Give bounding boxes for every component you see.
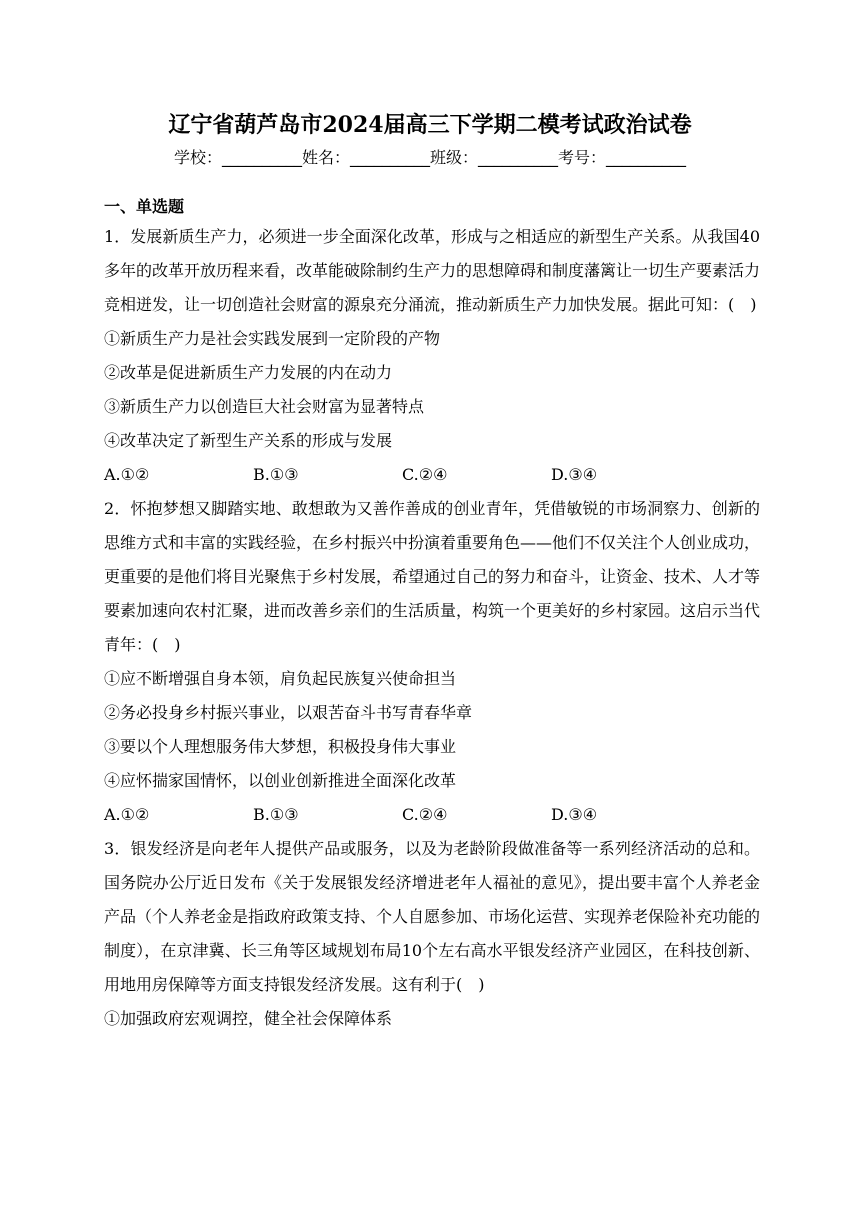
statement-option: ③要以个人理想服务伟大梦想，积极投身伟大事业: [104, 737, 457, 756]
choice-a: A.①②: [104, 805, 150, 824]
choice-b: B.①③: [253, 465, 299, 484]
choice-a: A.①②: [104, 465, 150, 484]
choice-c: C.②④: [402, 805, 448, 824]
section-title: 一、单选题: [104, 197, 185, 216]
statement-option: ④改革决定了新型生产关系的形成与发展: [104, 431, 393, 450]
question-3: [104, 832, 760, 1036]
choice-c: C.②④: [402, 465, 448, 484]
exam-title: 辽宁省葫芦岛市2024届高三下学期二模考试政治试卷: [168, 112, 692, 138]
question-stem: 2．怀抱梦想又脚踏实地、敢想敢为又善作善成的创业青年，凭借敏锐的市场洞察力、创新的思维方式和丰富的实践经验，在乡村振兴中扮演着重要角色——他们不仅关注个人创业成功，更重要的是他们将目光聚焦于乡村发展，希望通过自己的努力和奋斗，让资金、技术、人才等要素加速向农村汇聚，进而改善乡亲们的生活质量，构筑一个更美好的乡村家园。这启示当代青年：( ): [104, 499, 761, 654]
statement-option: ④应怀揣家国情怀，以创业创新推进全面深化改革: [104, 771, 457, 790]
statement-option: ②改革是促进新质生产力发展的内在动力: [104, 363, 393, 382]
statement-option: ①新质生产力是社会实践发展到一定阶段的产物: [104, 329, 441, 348]
student-info-text: 学校：__________姓名：__________班级：__________考号：__________: [173, 148, 686, 167]
statement-option: ③新质生产力以创造巨大社会财富为显著特点: [104, 397, 425, 416]
choice-d: D.③④: [551, 805, 598, 824]
choice-b: B.①③: [253, 805, 299, 824]
question-stem: 1．发展新质生产力，必须进一步全面深化改革，形成与之相适应的新型生产关系。从我国40多年的改革开放历程来看，改革能破除制约生产力的思想障碍和制度藩篱让一切生产要素活力竞相迸发，让一切创造社会财富的源泉充分涌流，推动新质生产力加快发展。据此可知：( ): [104, 227, 761, 314]
answer-choices: [104, 458, 760, 492]
exam-content: [104, 196, 760, 1036]
statement-option: ①加强政府宏观调控，健全社会保障体系: [104, 1009, 393, 1028]
question-stem: 3．银发经济是向老年人提供产品或服务，以及为老龄阶段做准备等一系列经济活动的总和。国务院办公厅近日发布《关于发展银发经济增进老年人福祉的意见》，提出要丰富个人养老金产品（个人养老金是指政府政策支持、个人自愿参加、市场化运营、实现养老保险补充功能的制度），在京津冀、长三角等区域规划布局10个左右高水平银发经济产业园区，在科技创新、用地用房保障等方面支持银发经济发展。这有利于( ): [104, 839, 761, 994]
statement-option: ②务必投身乡村振兴事业，以艰苦奋斗书写青春华章: [104, 703, 473, 722]
question-2: [104, 492, 760, 832]
choice-d: D.③④: [551, 465, 598, 484]
question-1: [104, 220, 760, 492]
statement-option: ①应不断增强自身本领，肩负起民族复兴使命担当: [104, 669, 457, 688]
student-info-line: [0, 146, 860, 170]
answer-choices: [104, 798, 760, 832]
